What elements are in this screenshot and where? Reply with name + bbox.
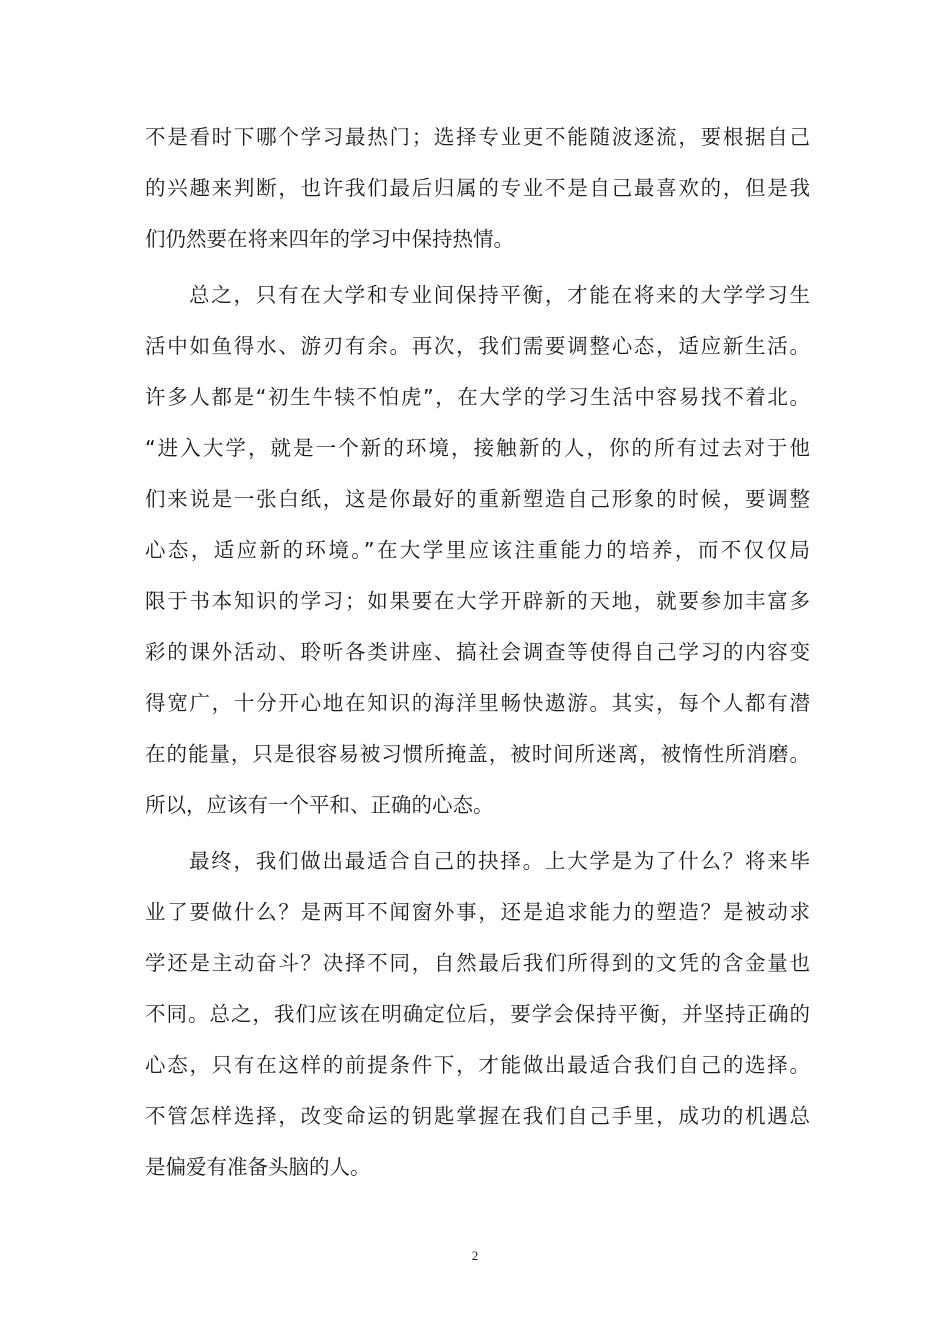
- text-line: 业了要做什么？是两耳不闻窗外事，还是追求能力的塑造？是被动求: [145, 900, 810, 924]
- text-line: 在的能量，只是很容易被习惯所掩盖，被时间所迷离，被惰性所消磨。: [145, 742, 810, 766]
- paragraph-2: [145, 270, 810, 831]
- text-line: 限于书本知识的学习；如果要在大学开辟新的天地，就要参加丰富多: [145, 589, 810, 613]
- text-line: 不管怎样选择，改变命运的钥匙掌握在我们自己手里，成功的机遇总: [145, 1104, 810, 1128]
- text-line: 彩的课外活动、聆听各类讲座、搞社会调查等使得自己学习的内容变: [145, 640, 810, 664]
- text-line: 学还是主动奋斗？决择不同，自然最后我们所得到的文凭的含金量也: [145, 951, 810, 975]
- text-line: 们来说是一张白纸，这是你最好的重新塑造自己形象的时候，要调整: [145, 487, 810, 511]
- page-number: 2: [471, 1248, 479, 1263]
- text-line: 最终，我们做出最适合自己的抉择。上大学是为了什么？将来毕: [189, 849, 810, 873]
- body-text: [145, 112, 810, 1193]
- text-line: “进入大学，就是一个新的环境，接触新的人，你的所有过去对于他: [145, 436, 810, 460]
- text-line: 的兴趣来判断，也许我们最后归属的专业不是自己最喜欢的，但是我: [145, 176, 810, 200]
- text-line: 不是看时下哪个学习最热门；选择专业更不能随波逐流，要根据自己: [145, 125, 810, 149]
- text-line: 所以，应该有一个平和、正确的心态。: [145, 793, 494, 817]
- paragraph-1: [145, 112, 810, 265]
- text-line: 心态，适应新的环境。”在大学里应该注重能力的培养，而不仅仅局: [145, 538, 810, 562]
- text-line: 是偏爱有准备头脑的人。: [145, 1155, 371, 1179]
- text-line: 心态，只有在这样的前提条件下，才能做出最适合我们自己的选择。: [145, 1053, 810, 1077]
- text-line: 们仍然要在将来四年的学习中保持热情。: [145, 227, 514, 251]
- text-line: 总之，只有在大学和专业间保持平衡，才能在将来的大学学习生: [189, 283, 810, 307]
- text-line: 许多人都是“初生牛犊不怕虎”，在大学的学习生活中容易找不着北。: [145, 385, 810, 409]
- text-line: 得宽广，十分开心地在知识的海洋里畅快遨游。其实，每个人都有潜: [145, 691, 810, 715]
- text-line: 活中如鱼得水、游刃有余。再次，我们需要调整心态，适应新生活。: [145, 334, 810, 358]
- paragraph-3: [145, 836, 810, 1193]
- text-line: 不同。总之，我们应该在明确定位后，要学会保持平衡，并坚持正确的: [145, 1002, 810, 1026]
